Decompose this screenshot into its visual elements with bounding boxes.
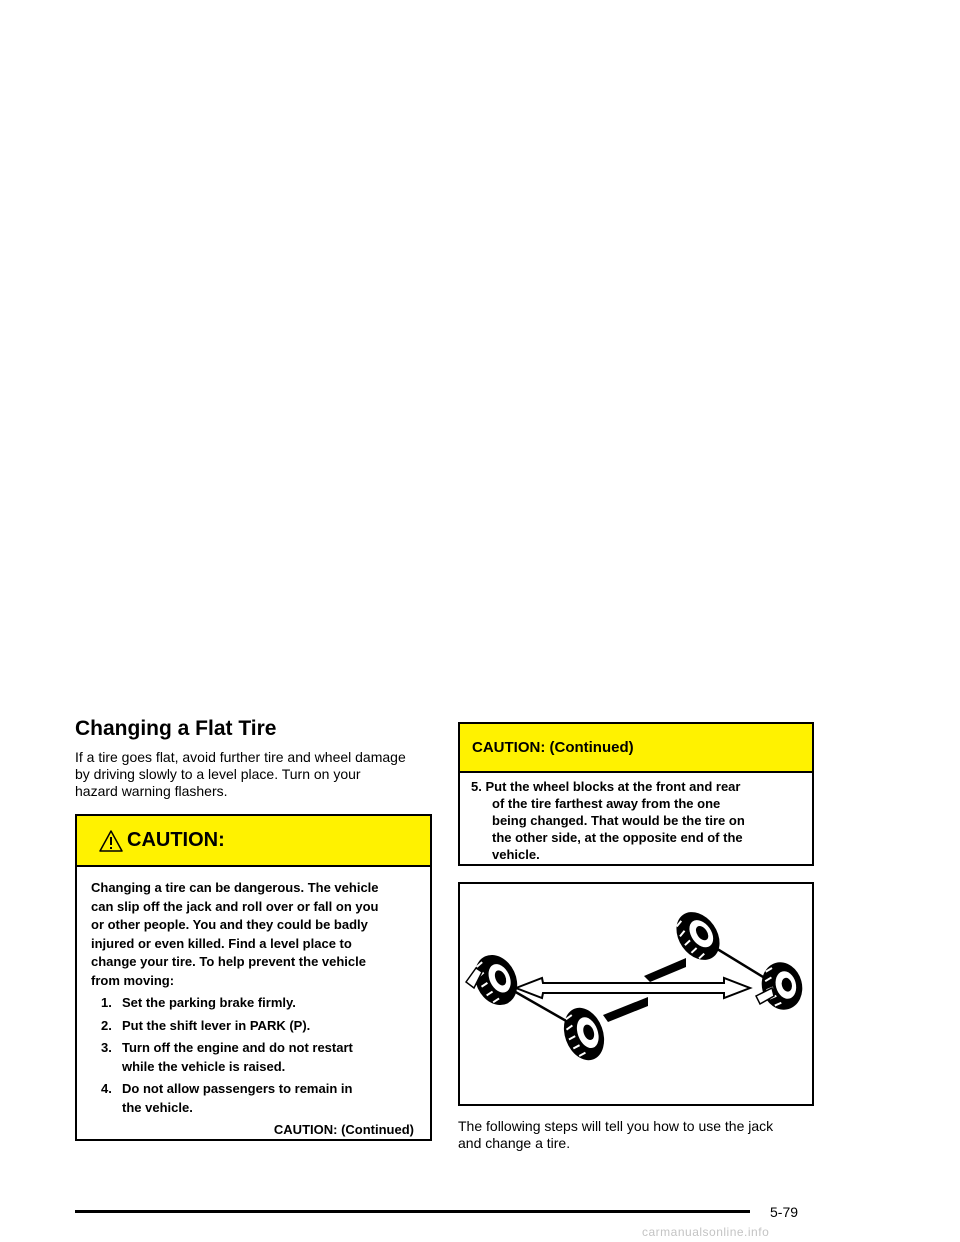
caution-lead-line: can slip off the jack and roll over or fall on you: [91, 898, 379, 914]
caution-continued-label: CAUTION: (Continued): [273, 1122, 414, 1137]
footer-rule: [75, 1210, 750, 1213]
warning-triangle-icon: [99, 829, 123, 853]
step-text-line: Put the wheel blocks at the front and rear: [485, 779, 741, 794]
caution-steps: [91, 994, 416, 1117]
caution-step: [91, 1039, 416, 1076]
caution-lead-line: or other people. You and they could be badly: [91, 917, 368, 932]
step-text: Set the parking brake firmly.: [122, 995, 296, 1010]
caution-step: [91, 1080, 416, 1117]
step-number: 4.: [101, 1081, 112, 1096]
intro-paragraph: [75, 749, 435, 800]
caution-continued-body: [460, 773, 812, 863]
step-number: 5.: [471, 779, 482, 794]
tire-icon: [668, 904, 729, 968]
caution-lead: [91, 879, 416, 990]
after-line: The following steps will tell you how to use the jack: [458, 1118, 774, 1134]
wheel-blocks-drawing: [460, 884, 812, 1104]
step-text: [471, 778, 802, 795]
wheel-block-icon: [644, 958, 686, 982]
step-number: 1.: [101, 995, 112, 1010]
caution-continued-title: CAUTION: (Continued): [472, 739, 634, 756]
caution-lead-line: from moving:: [91, 972, 175, 988]
caution-box: [75, 814, 432, 1141]
wheel-blocks-illustration: [458, 882, 814, 1106]
after-line: and change a tire.: [458, 1135, 571, 1151]
step-text-line: of the tire farthest away from the one: [492, 796, 721, 811]
step-text-line: vehicle.: [492, 847, 540, 862]
caution-body: [77, 867, 430, 1140]
step-text: Put the shift lever in PARK (P).: [122, 1017, 311, 1033]
watermark: carmanualsonline.info: [642, 1225, 770, 1239]
caution-continued-box: [458, 722, 814, 866]
caution-header: [77, 816, 430, 867]
intro-line: hazard warning flashers.: [75, 783, 228, 799]
intro-line: If a tire goes flat, avoid further tire and wheel damage: [75, 749, 406, 765]
caution-lead-line: injured or even killed. Find a level place to: [91, 935, 352, 951]
step-text: while the vehicle is raised.: [122, 1058, 286, 1074]
caution-step: [91, 1017, 416, 1036]
step-number: 2.: [101, 1017, 112, 1033]
step-text-line: being changed. That would be the tire on: [492, 813, 745, 828]
wheel-block-icon: [603, 997, 648, 1022]
step-text-line: the other side, at the opposite end of the: [492, 830, 743, 845]
tire-icon: [756, 958, 807, 1015]
double-arrow-icon: [516, 978, 750, 998]
caution-lead-line: change your tire. To help prevent the vehicle: [91, 954, 366, 969]
caution-step: [91, 994, 416, 1013]
after-figure-paragraph: [458, 1118, 818, 1152]
intro-line: by driving slowly to a level place. Turn on your: [75, 766, 361, 782]
section-title: Changing a Flat Tire: [75, 717, 277, 740]
caution-title: CAUTION:: [127, 829, 225, 851]
step-number: 3.: [101, 1040, 112, 1055]
step-text: Turn off the engine and do not restart: [122, 1040, 353, 1055]
step-text: Do not allow passengers to remain in: [122, 1081, 353, 1096]
tire-icon: [557, 1002, 611, 1066]
page-number: 5-79: [770, 1204, 799, 1220]
step-text: the vehicle.: [122, 1099, 193, 1115]
caution-lead-line: Changing a tire can be dangerous. The vehicle: [91, 880, 379, 895]
caution-continued-header: [460, 724, 812, 773]
